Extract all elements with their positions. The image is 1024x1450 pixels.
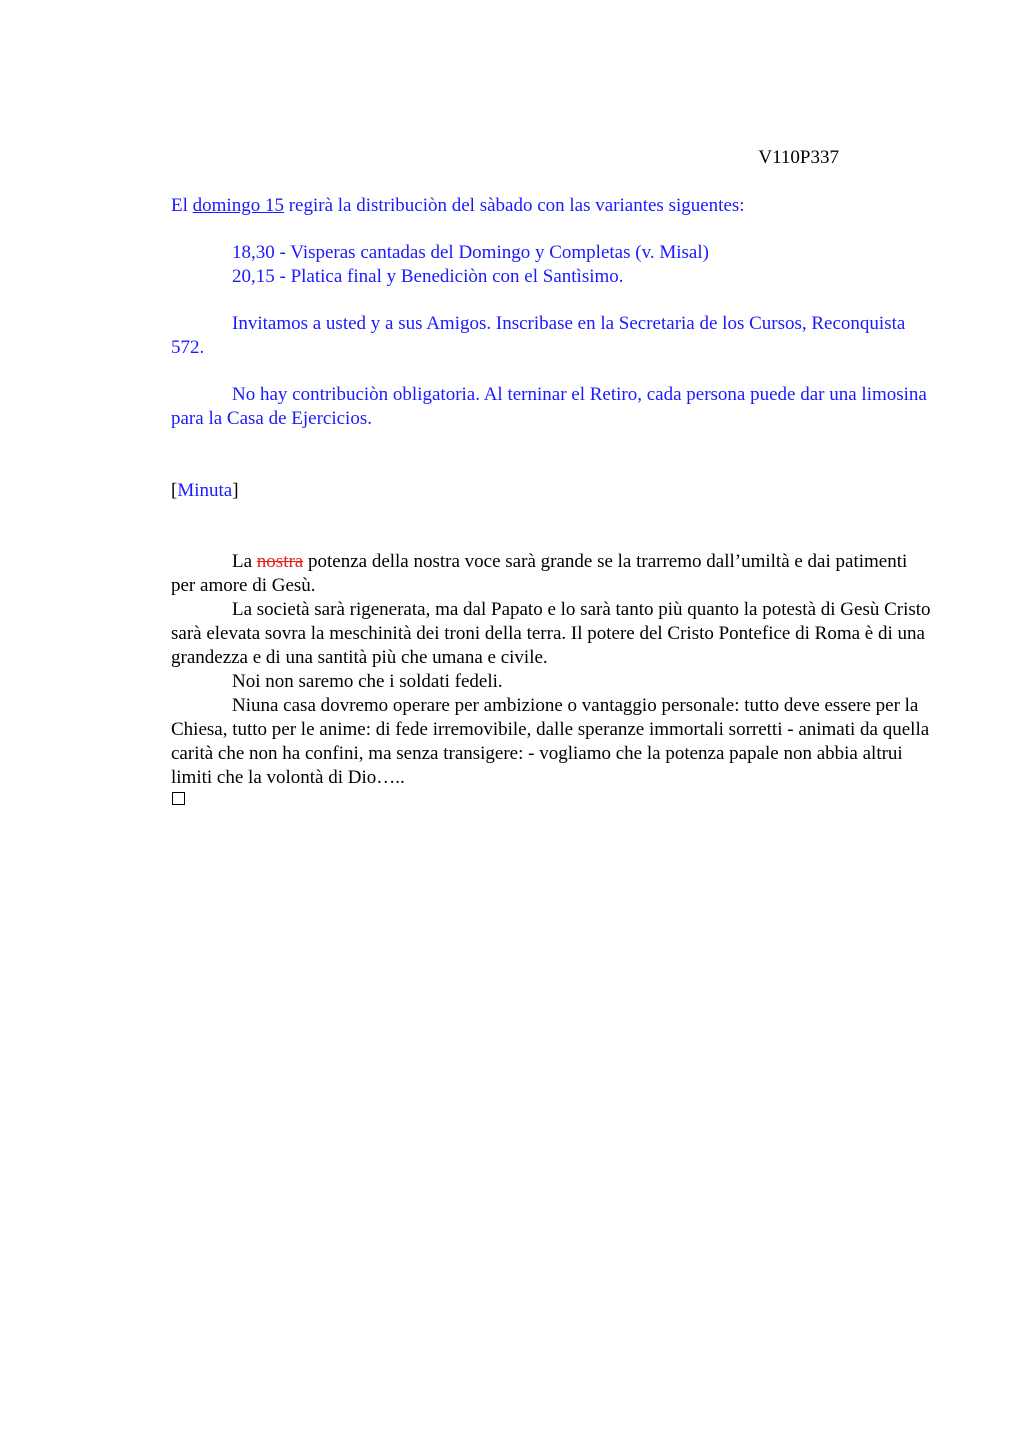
invitation-paragraph: Invitamos a usted y a sus Amigos. Inscribase en la Secretaria de los Cursos, Reconquista 572.	[171, 313, 906, 358]
schedule-item: 20,15 - Platica final y Benediciòn con el Santìsimo.	[232, 266, 624, 287]
date-link[interactable]: domingo 15	[192, 195, 284, 216]
italian-paragraph-4: Niuna casa dovremo operare per ambizione o vantaggio personale: tutto deve essere per la Chiesa, tutto per le anime: di fede irremovibile, dalle speranze immortali sorretti - animati da quella carità che non ha confini, ma senza transigere: - vogliamo che la potenza papale non abbia altrui limiti che la volontà di Dio…..	[171, 695, 930, 788]
bracket-open: [	[171, 480, 178, 501]
schedule-list	[171, 241, 933, 289]
italian-paragraph-2: La società sarà rigenerata, ma dal Papato e lo sarà tanto più quanto la potestà di Gesù Cristo sarà elevata sovra la meschinità dei troni della terra. Il potere del Cristo Pontefice di Roma è di una grandezza e di una santità più che umana e civile.	[171, 599, 931, 668]
italian-text	[171, 550, 933, 790]
p1-after: potenza della nostra voce sarà grande se la trarremo dall’umiltà e dai patimenti per amore di Gesù.	[171, 551, 908, 596]
bracket-close: ]	[232, 480, 239, 501]
page-identifier: V110P337	[758, 147, 839, 168]
intro-paragraph	[171, 194, 933, 218]
contribution-paragraph: No hay contribuciòn obligatoria. Al terninar el Retiro, cada persona puede dar una limosina para la Casa de Ejercicios.	[171, 384, 927, 429]
struck-word: nostra	[256, 551, 304, 572]
italian-paragraph-1	[171, 550, 933, 598]
italian-paragraph-3: Noi non saremo che i soldati fedeli.	[232, 671, 503, 692]
minuta-heading	[171, 479, 933, 503]
schedule-item: 18,30 - Visperas cantadas del Domingo y Completas (v. Misal)	[232, 242, 709, 263]
minuta-label: Minuta	[177, 480, 233, 501]
intro-text-before: El	[171, 195, 193, 216]
intro-text-after: regirà la distribuciòn del sàbado con las variantes siguentes:	[283, 195, 745, 216]
checkbox-square-icon[interactable]	[172, 792, 185, 805]
p1-before: La	[232, 551, 257, 572]
